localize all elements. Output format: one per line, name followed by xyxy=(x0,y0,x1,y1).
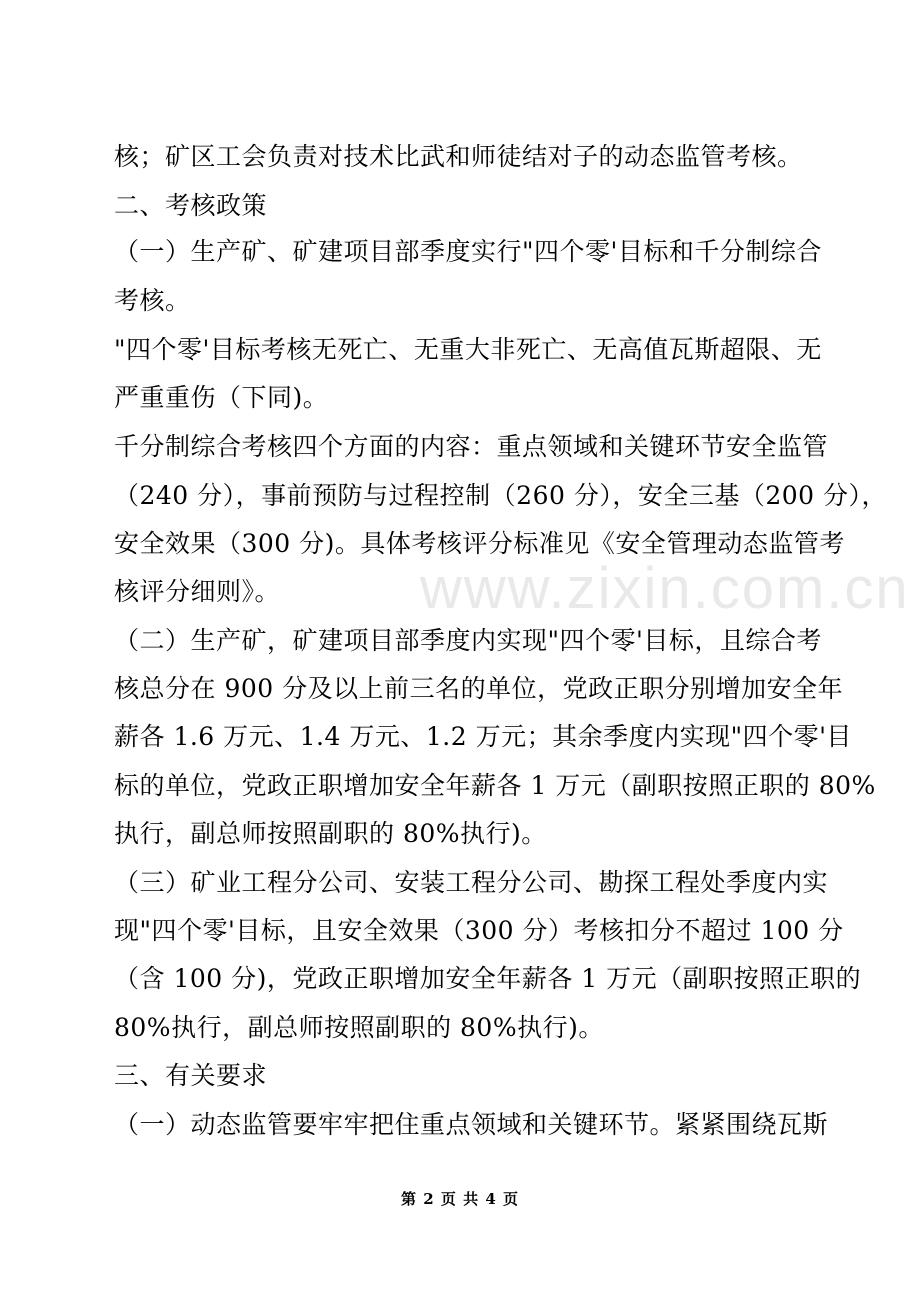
text-line: 现"四个零'目标，且安全效果（300 分）考核扣分不超过 100 分 xyxy=(114,916,844,945)
text-line: （含 100 分)，党政正职增加安全年薪各 1 万元（副职按照正职的 xyxy=(114,964,862,993)
text-line: 严重重伤（下同)。 xyxy=(114,383,329,412)
text-line: 二、考核政策 xyxy=(114,191,268,220)
text-line: 安全效果（300 分)。具体考核评分标准见《安全管理动态监管考 xyxy=(114,529,845,558)
text-line: "四个零'目标考核无死亡、无重大非死亡、无高值瓦斯超限、无 xyxy=(114,335,822,364)
text-line: （一）生产矿、矿建项目部季度实行"四个零'目标和千分制综合 xyxy=(114,237,822,266)
page-footer: 第 2 页 共 4 页 xyxy=(401,1190,519,1208)
text-line: 执行，副总师按照副职的 80%执行)。 xyxy=(114,819,547,848)
text-line: （三）矿业工程分公司、安装工程分公司、勘探工程处季度内实 xyxy=(114,868,829,897)
watermark: www.zixin.com.cn xyxy=(420,556,910,621)
text-line: 核评分细则》。 xyxy=(114,577,281,606)
text-line: （二）生产矿，矿建项目部季度内实现"四个零'目标，且综合考 xyxy=(114,626,822,655)
text-line: （一）动态监管要牢牢把住重点领域和关键环节。紧紧围绕瓦斯 xyxy=(114,1110,829,1139)
text-line: 千分制综合考核四个方面的内容：重点领域和关键环节安全监管 xyxy=(114,432,829,461)
text-line: 考核。 xyxy=(114,286,191,315)
text-line: 三、有关要求 xyxy=(114,1061,268,1090)
text-line: 80%执行，副总师按照副职的 80%执行)。 xyxy=(114,1013,604,1042)
text-line: 核；矿区工会负责对技术比武和师徒结对子的动态监管考核。 xyxy=(114,142,803,171)
text-line: 核总分在 900 分及以上前三名的单位，党政正职分别增加安全年 xyxy=(114,674,844,703)
text-line: （240 分），事前预防与过程控制（260 分），安全三基（200 分）， xyxy=(114,481,887,510)
text-line: 薪各 1.6 万元、1.4 万元、1.2 万元；其余季度内实现"四个零'目 xyxy=(114,722,852,751)
text-line: 标的单位，党政正职增加安全年薪各 1 万元（副职按照正职的 80% xyxy=(114,771,876,800)
